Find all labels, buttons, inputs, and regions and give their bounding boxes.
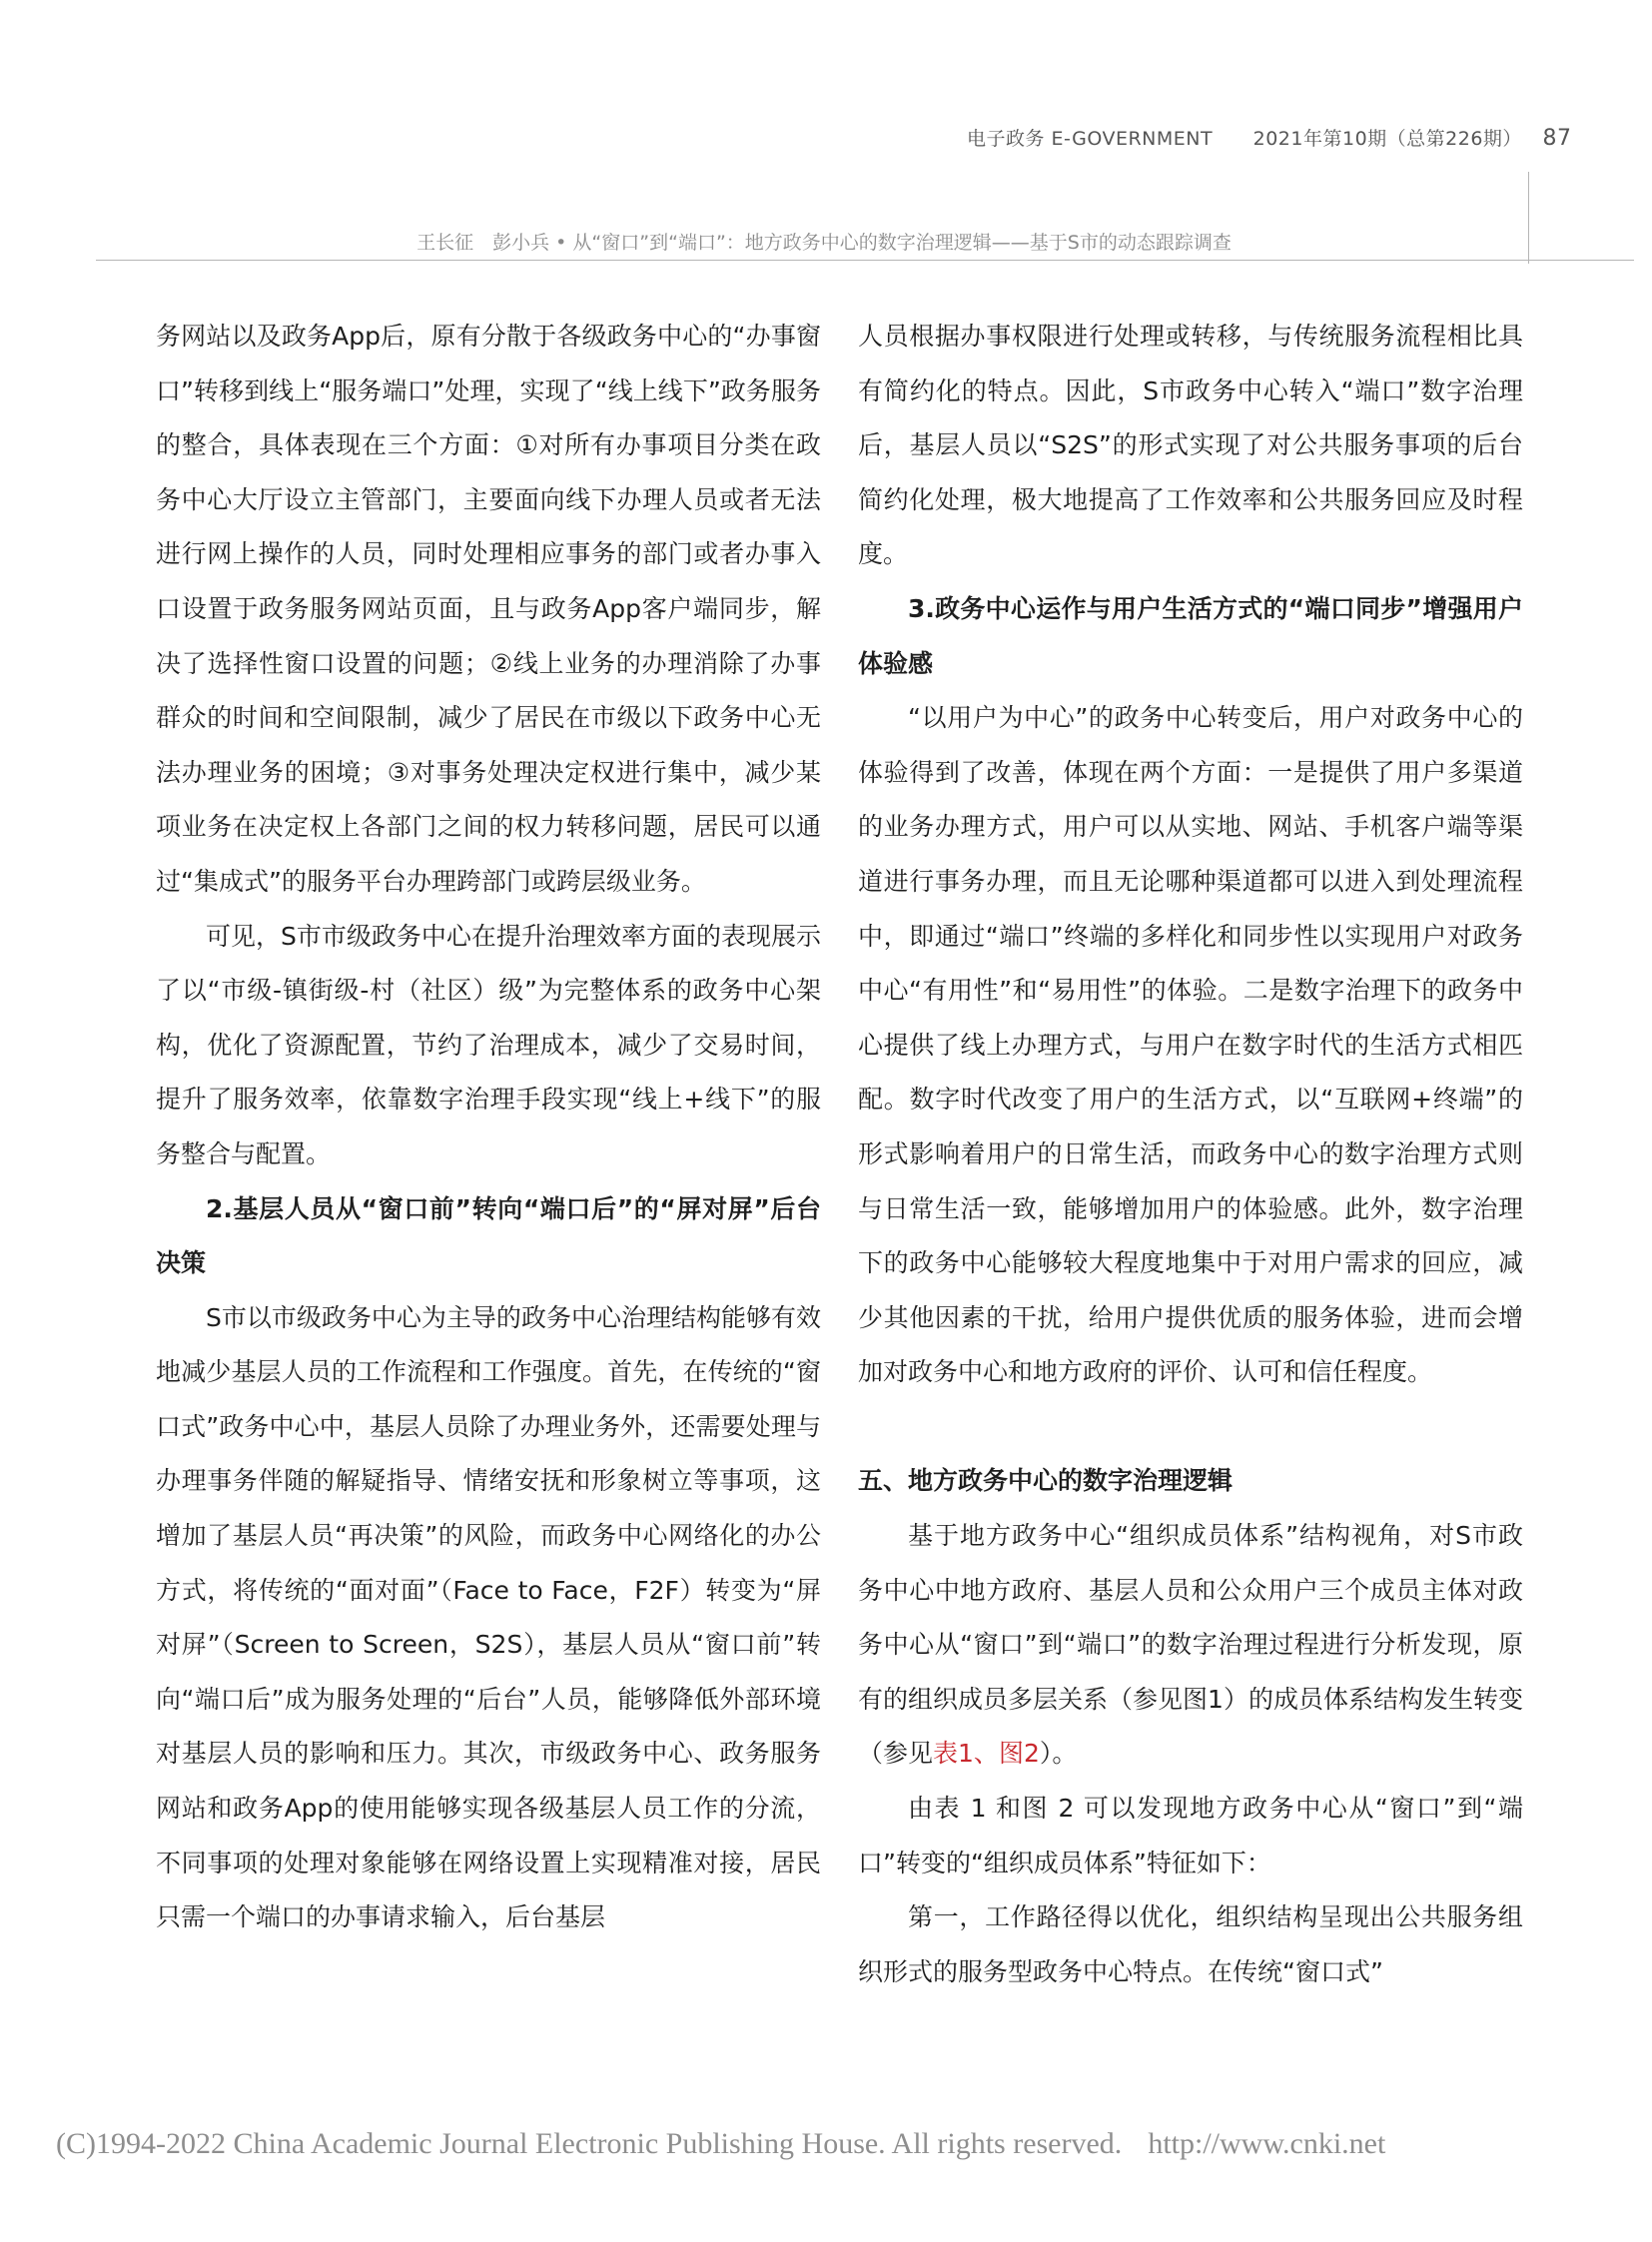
left-paragraph-3: S市以市级政务中心为主导的政务中心治理结构能够有效地减少基层人员的工作流程和工作强度。首先，在传统的“窗口式”政务中心中，基层人员除了办理业务外，还需要处理与办理事务伴随的解疑指导、情绪安抚和形象树立等事项，这增加了基层人员“再决策”的风险，而政务中心网络化的办公方式，将传统的“面对面”（Face to Face，F2F）转变为“屏对屏”（Screen to Screen，S2S），基层人员从“窗口前”转向“端口后”成为服务处理的“后台”人员，能够降低外部环境对基层人员的影响和压力。其次，市级政务中心、政务服务网站和政务App的使用能够实现各级基层人员工作的分流，不同事项的处理对象能够在网络设置上实现精准对接，居民只需一个端口的办事请求输入，后台基层: [156, 1302, 821, 1932]
section-heading-5: 五、地方政务中心的数字治理逻辑: [858, 1466, 1234, 1496]
right-column: [858, 310, 1523, 1999]
journal-header: [967, 124, 1572, 151]
cnki-url[interactable]: http://www.cnki.net: [1148, 2127, 1386, 2160]
left-paragraph-1: 务网站以及政务App后，原有分散于各级政务中心的“办事窗口”转移到线上“服务端口”处理，实现了“线上线下”政务服务的整合，具体表现在三个方面：①对所有办事项目分类在政务中心大厅设立主管部门，主要面向线下办理人员或者无法进行网上操作的人员，同时处理相应事务的部门或者办事入口设置于政务服务网站页面，且与政务App客户端同步，解决了选择性窗口设置的问题；②线上业务的办理消除了办事群众的时间和空间限制，减少了居民在市级以下政务中心无法办理业务的困境；③对事务处理决定权进行集中，减少某项业务在决定权上各部门之间的权力转移问题，居民可以通过“集成式”的服务平台办理跨部门或跨层级业务。: [156, 322, 821, 896]
copyright-text: (C)1994-2022 China Academic Journal Electronic Publishing House. All rights reserved.: [56, 2127, 1123, 2160]
table-1-link[interactable]: 表1: [933, 1739, 974, 1769]
header-horizontal-rule: [96, 260, 1634, 261]
right-paragraph-4: 由表 1 和图 2 可以发现地方政务中心从“窗口”到“端口”转变的“组织成员体系”特征如下：: [858, 1794, 1523, 1877]
left-column: [156, 310, 821, 1945]
issue-info: 2021年第10期（总第226期）: [1252, 128, 1522, 150]
figure-2-link[interactable]: 图2: [998, 1739, 1040, 1769]
left-paragraph-2: 可见，S市市级政务中心在提升治理效率方面的表现展示了以“市级-镇街级-村（社区）级”为完整体系的政务中心架构，优化了资源配置，节约了治理成本，减少了交易时间，提升了服务效率，依靠数字治理手段实现“线上+线下”的服务整合与配置。: [156, 921, 821, 1168]
subsection-heading-3: 3.政务中心运作与用户生活方式的“端口同步”增强用户体验感: [858, 593, 1523, 678]
page-number: 87: [1542, 126, 1572, 151]
right-paragraph-2: “以用户为中心”的政务中心转变后，用户对政务中心的体验得到了改善，体现在两个方面：一是提供了用户多渠道的业务办理方式，用户可以从实地、网站、手机客户端等渠道进行事务办理，而且无论哪种渠道都可以进入到处理流程中，即通过“端口”终端的多样化和同步性以实现用户对政务中心“有用性”和“易用性”的体验。二是数字治理下的政务中心提供了线上办理方式，与用户在数字时代的生活方式相匹配。数字时代改变了用户的生活方式，以“互联网+终端”的形式影响着用户的日常生活，而政务中心的数字治理方式则与日常生活一致，能够增加用户的体验感。此外，数字治理下的政务中心能够较大程度地集中于对用户需求的回应，减少其他因素的干扰，给用户提供优质的服务体验，进而会增加对政务中心和地方政府的评价、认可和信任程度。: [858, 703, 1523, 1387]
reference-separator: 、: [973, 1739, 999, 1769]
right-paragraph-3: [858, 1509, 1523, 1782]
header-vertical-rule: [1528, 172, 1529, 264]
running-title: 王长征 彭小兵 • 从“窗口”到“端口”：地方政务中心的数字治理逻辑——基于S市的动态跟踪调查: [416, 232, 1232, 254]
right-paragraph-5: 第一，工作路径得以优化，组织结构呈现出公共服务组织形式的服务型政务中心特点。在传统“窗口式”: [858, 1902, 1523, 1986]
right-paragraph-1: 人员根据办事权限进行处理或转移，与传统服务流程相比具有简约化的特点。因此，S市政务中心转入“端口”数字治理后，基层人员以“S2S”的形式实现了对公共服务事项的后台简约化处理，极大地提高了工作效率和公共服务回应及时程度。: [858, 322, 1523, 569]
subsection-heading-2: 2.基层人员从“窗口前”转向“端口后”的“屏对屏”后台决策: [156, 1193, 821, 1278]
paragraph-text: 基于地方政务中心“组织成员体系”结构视角，对S市政务中心中地方政府、基层人员和公众用户三个成员主体对政务中心从“窗口”到“端口”的数字治理过程进行分析发现，原有的组织成员多层关系（参见图1）的成员体系结构发生转变（参见: [858, 1521, 1523, 1769]
copyright-footer: [56, 2127, 1385, 2161]
paragraph-text-end: ）。: [1039, 1739, 1078, 1769]
journal-name: 电子政务 E-GOVERNMENT: [967, 128, 1214, 150]
